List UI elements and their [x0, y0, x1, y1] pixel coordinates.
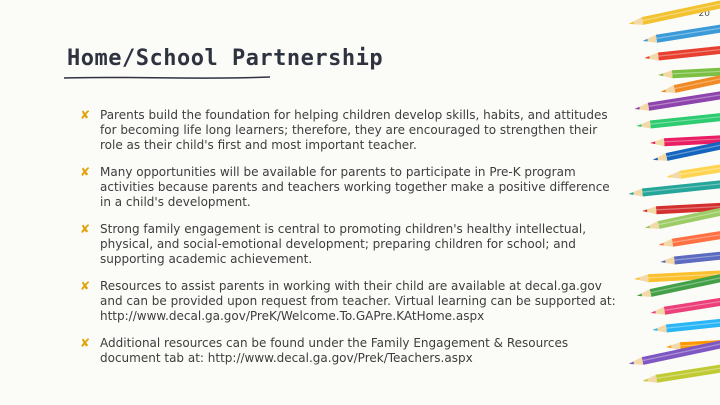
pencil: [628, 176, 720, 198]
pencil: [652, 128, 720, 164]
bullet-item: [80, 222, 620, 267]
bullet-item: [80, 165, 620, 210]
bullet-item: [80, 336, 620, 366]
check-mark-icon: ✘: [80, 279, 91, 293]
check-mark-icon: ✘: [80, 336, 91, 350]
check-mark-icon: ✘: [80, 165, 91, 179]
pencil: [660, 244, 720, 266]
pencil: [660, 60, 720, 96]
bullet-text: Resources to assist parents in working with their child are available at decal.ga.gov and can be provided upon request from teacher. Virtual learning can be supported at: http://www.decal.ga.gov/PreK/Welcome.To.GAPre.KAtHome.aspx: [100, 279, 616, 323]
pencil: [644, 40, 720, 62]
bullet-item: [80, 108, 620, 153]
bullet-list: [80, 108, 620, 378]
bullet-text: Parents build the foundation for helping children develop skills, habits, and attitudes for becoming life long learners; therefore, they are encouraged to strengthen their role as their child's first and most important teacher.: [100, 108, 608, 152]
colored-pencils-icon: [600, 0, 720, 405]
bullet-text: Additional resources can be found under the Family Engagement & Resources document tab at: http://www.decal.ga.gov/Prek/Teachers.aspx: [100, 336, 569, 365]
pencil: [628, 0, 720, 28]
pencil: [636, 108, 720, 130]
bullet-text: Strong family engagement is central to promoting children's healthy intellectual, physical, and social-emotional development; preparing children for school; and supporting academic achievement.: [100, 222, 587, 266]
pencil: [628, 332, 720, 368]
check-mark-icon: ✘: [80, 108, 91, 122]
page-title: Home/School Partnership: [67, 46, 384, 71]
bullet-text: Many opportunities will be available for parents to participate in Pre-K program activities because parents and teachers working together make a positive difference in a child's development.: [100, 165, 610, 209]
pencil: [658, 64, 720, 79]
bullet-item: [80, 279, 620, 324]
slide-number: 20: [698, 9, 710, 19]
check-mark-icon: ✘: [80, 222, 91, 236]
title-underline: [62, 74, 272, 82]
pencil: [652, 312, 720, 334]
